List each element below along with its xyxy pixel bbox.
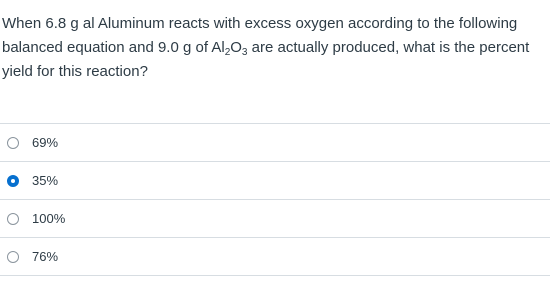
- question-part-1: When 6.8 g al Aluminum reacts with excess oxygen according to the following balanced equation and 9.0 g of Al: [2, 15, 518, 56]
- radio-button-4[interactable]: [7, 251, 19, 263]
- answer-option-3[interactable]: [0, 200, 550, 238]
- question-part-3: are actually produced, what is the percent yield for this reaction?: [2, 39, 530, 80]
- radio-button-2[interactable]: [7, 175, 19, 187]
- radio-button-1[interactable]: [7, 137, 19, 149]
- question-part-2: O: [230, 39, 242, 56]
- answer-label-4: 76%: [32, 249, 59, 264]
- radio-button-3[interactable]: [7, 213, 19, 225]
- answer-option-1[interactable]: [0, 124, 550, 162]
- question-subscript-2: 3: [241, 47, 248, 58]
- answer-option-4[interactable]: [0, 238, 550, 276]
- answer-label-1: 69%: [32, 135, 59, 150]
- question-text: [2, 12, 550, 84]
- answer-list: [0, 123, 550, 276]
- answer-label-3: 100%: [32, 211, 66, 226]
- question-subscript-1: 2: [224, 47, 231, 58]
- answer-option-2[interactable]: [0, 162, 550, 200]
- answer-label-2: 35%: [32, 173, 59, 188]
